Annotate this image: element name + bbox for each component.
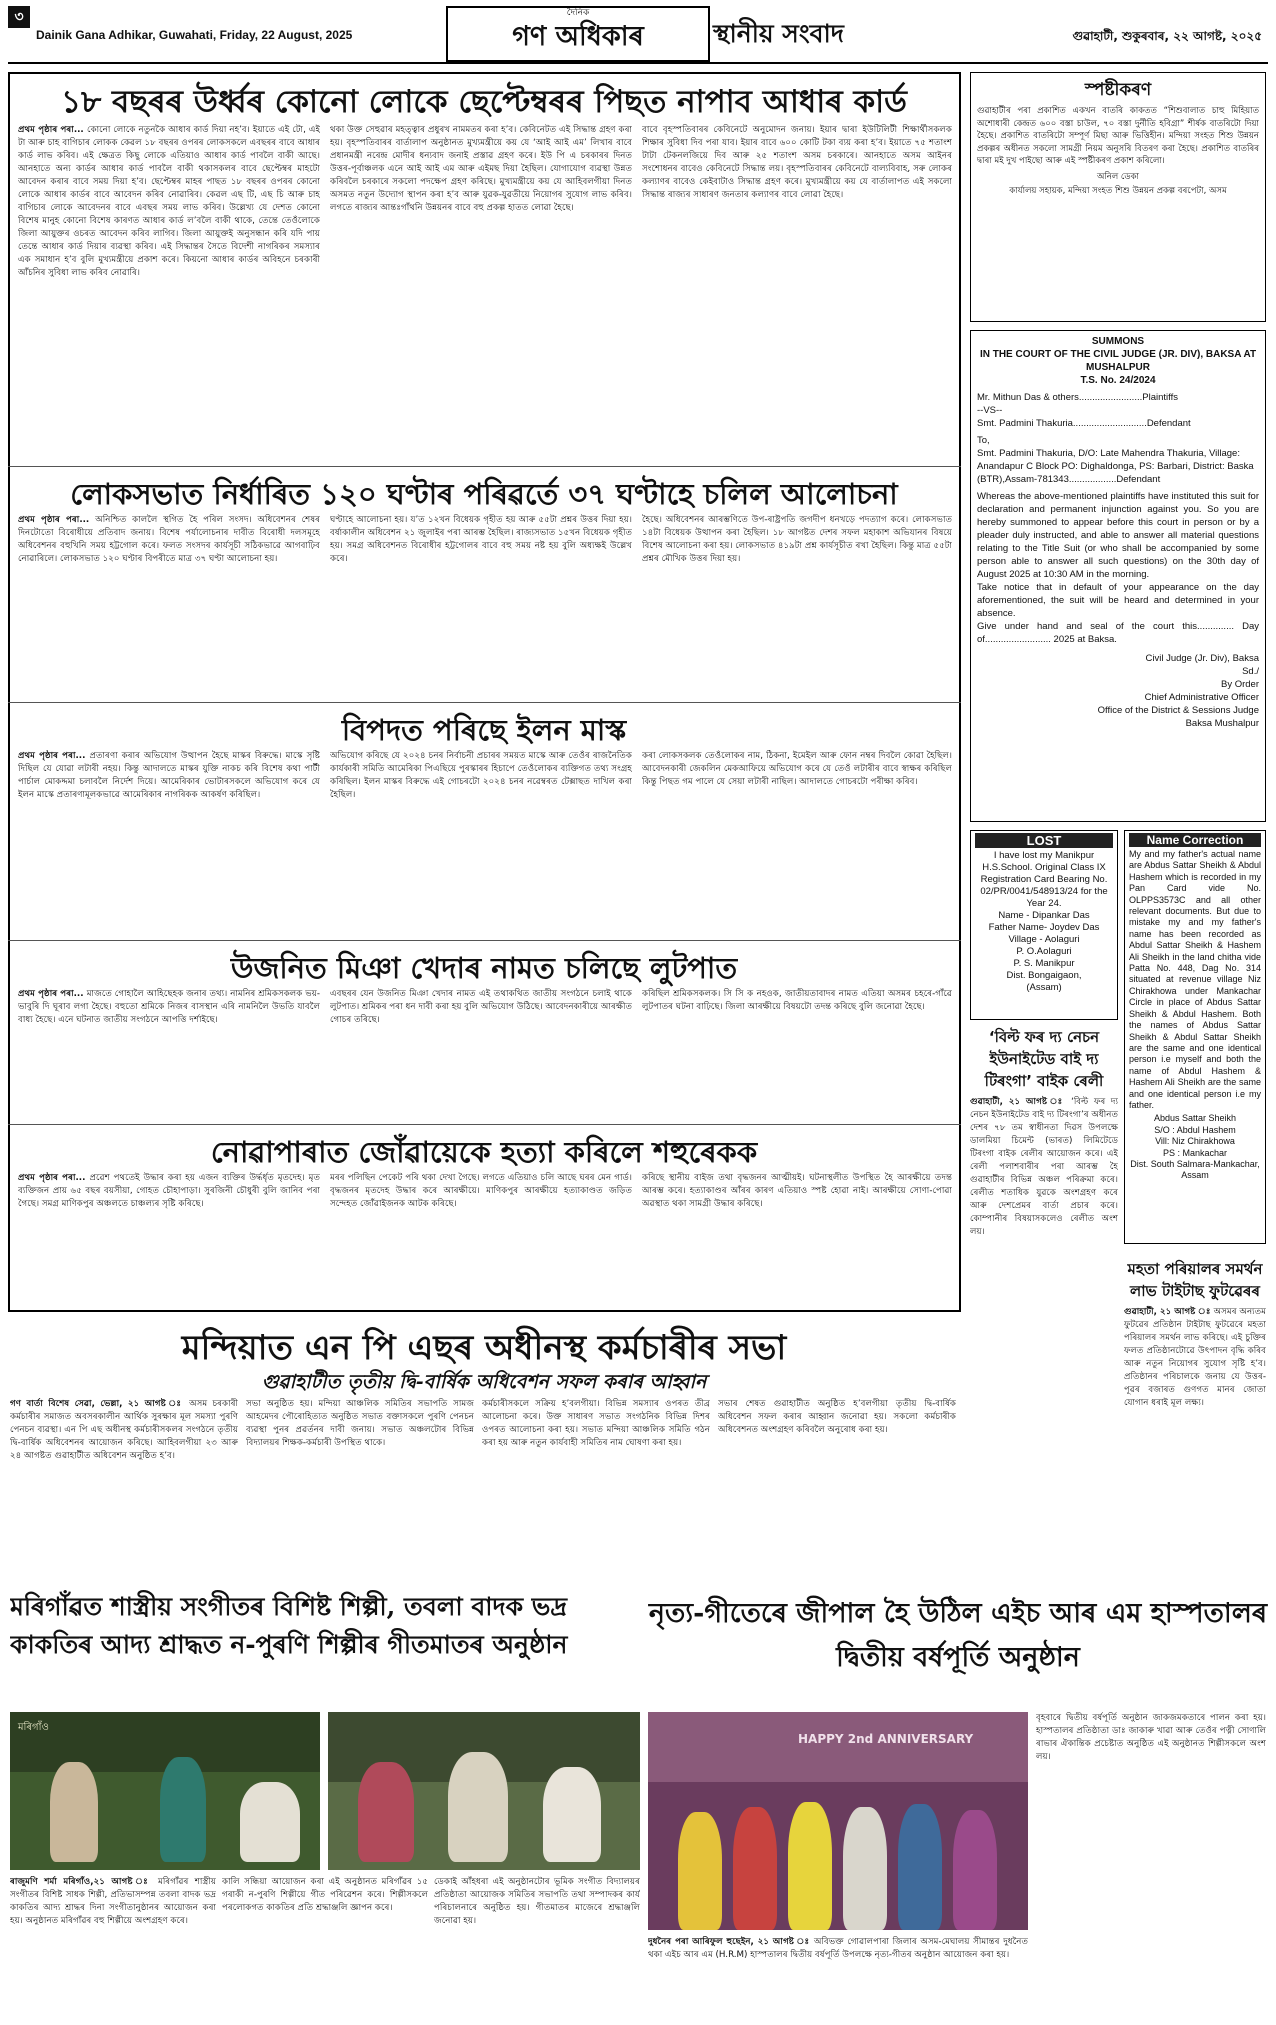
noapara-col-2: মৰৰ পলিছিন পেকেট পৰি থকা দেখা গৈছে। লগতে এতিয়াও চলি আছে ঘৰৰ মেন গাৰ্ড। বৃদ্ধজনৰ মৃতদেহ উদ্ধাৰ কৰে আৰক্ষীয়ে। মাণিকপুৰ আৰক্ষীয়ে হত্যাকাণ্ডত জড়িত সন্দেহত জোঁৱাইজনক আটক কৰিছে। [330, 1173, 632, 1209]
music-col-3: ডেকাই আঁহধৰা এই অনুষ্ঠানটোৰ ভূমিক সংগীত বিদ্যালয়ৰ প্ৰতিষ্ঠাতা আয়োজক সমিতিৰ সভাপতি তথা সম্পাদকৰ কাৰ্য পৰিচালনাৰে অনুষ্ঠিত হয়। গীতমাতৰ মাজেৰে শ্ৰদ্ধাঞ্জলি জনোৱা হয়। [434, 1877, 640, 1926]
musk-col-2: অভিযোগ কৰিছে যে ২০২৪ চনৰ নিৰ্বাচনী প্ৰচাৰৰ সময়ত মাস্কে আৰু তেওঁৰ ৰাজনৈতিক কাৰ্যকাৰী সমিতি আমেৰিকা পিএছিয়ে পুৰস্কাৰৰ হিচাপে তেওঁলোকৰ ব্যক্তিগত তথ্য সংগ্ৰহ কৰিছিল। ইলন মাস্কৰ বিৰুদ্ধে এই গোচৰটো ২০২৪ চনৰ নৱেম্বৰত টেক্সাছত দাখিল কৰা হৈছিল। [330, 751, 632, 800]
titus-body: অসমৰ অন্যতম ফুটৱেৰ প্ৰতিষ্ঠান টাইটাছ ফুটৱেৰে মহতা পৰিয়ালৰ সমৰ্থন লাভ কৰিছে। এই চুক্তিৰ ফলত প্ৰতিষ্ঠানটোৱে উৎপাদন বৃদ্ধি কৰিব আৰু নতুন নিয়োগৰ সুযোগ সৃষ্টি হ’ব। প্ৰতিষ্ঠানৰ পৰিচালকে জনায় যে উত্তৰ-পূৱৰ বজাৰত গুণগত মানৰ জোতা যোগান ধৰাই মূল লক্ষ্য। [1124, 1307, 1266, 1408]
summons-box [970, 330, 1266, 822]
clarification-designation: কাৰ্যালয় সহায়ক, মন্দিয়া সংহত শিশু উন্নয়ন প্ৰকল্প বৰপেটা, অসম [1009, 185, 1227, 196]
lost-title: LOST [975, 833, 1113, 848]
clarification-title: স্পষ্টীকৰণ [1084, 80, 1152, 100]
loksabha-col-2: ঘণ্টাহে আলোচনা হয়। য’ত ১২খন বিধেয়ক গৃহীত হয় আৰু ৫৫টা প্ৰশ্নৰ উত্তৰ দিয়া হয়। বৰ্ষাকালীন অধিবেশন ২১ জুলাইৰ পৰা আৰম্ভ হৈছিল। ৰাজ্যসভাত ১৫খন বিধেয়ক গৃহীত হয়। সমগ্ৰ অধিবেশনত বিৰোধীৰ হট্টগোলৰ বাবে বহু সময় নষ্ট হয় বুলি অধ্যক্ষই উল্লেখ কৰে। [330, 515, 632, 564]
musk-col-1: প্ৰথম পৃষ্ঠাৰ পৰা... প্ৰতাৰণা কৰাৰ অভিযোগ উত্থাপন হৈছে মাস্কৰ বিৰুদ্ধে। মাস্কে সৃষ্টি দিছিল যে যোৱা লটাৰী নহয়। কিন্তু আদালতে মাস্কৰ যুক্তি নাকচ কৰি বিশেষ কথা পাৰ্টী পাৰ্চাল মোকদ্দমা চলাবলৈ নিৰ্দেশ দিয়ে। আমেৰিকাৰ ভোটাৰসকলে অভিযোগ কৰে যে ইলন মাস্কে প্ৰতাৰণামূলকভাৱে আমেৰিকাৰ নাগৰিকক আকৰ্ষণ কৰিছিল। [18, 751, 320, 800]
divider [8, 702, 961, 703]
aadhaar-col-1: প্ৰথম পৃষ্ঠাৰ পৰা... কোনো লোকে নতুনকৈ আধাৰ কাৰ্ড দিয়া নহ’ব। ইয়াতে এই টো, এই টা আৰু চাহ বাগিচাৰ লোকক কেৱল ১৮ বছৰৰ ওপৰৰ লোকসকলে এবছৰৰ বাবে আধাৰ কাৰ্ড লাভ কৰিব। এই ক্ষেত্ৰত কিছু লোকে এতিয়াও আধাৰ কাৰ্ড পাবলৈ বাকী আছে। আনহাতে অন্য কাৰ্ডৰ আধাৰ কাৰ্ড পাবলৈ বাকী থকাসকলৰ বাবে ছেপ্টেম্বৰ মাহটো আবেদন কৰাৰ বাবে সময় দিয়া হ’ব। ছেপ্টেম্বৰ মাহৰ পাছত ১৮ বছৰৰ ওপৰৰ কোনো লোকে আধাৰ কাৰ্ডৰ বাবে আবেদন কৰিব নোৱাৰিব। কেৱল এছ টি, এছ চি আৰু চাহ বাগিচাৰ লোকে আবেদনৰ বাবে এবছৰ সময় লাভ কৰিব। উল্লেখ্য যে দেশত কোনো বিশেষ মানুহ কোনো বিশেষ কাৰণত আধাৰ কাৰ্ড ল’বলৈ বাকী থাকে, তেন্তে তেওঁলোকে জিলা আয়ুক্তৰ ওচৰত আবেদন কৰিব লাগিব। জিলা আয়ুক্তই অনুসন্ধান কৰি যদি পায় তেন্তে আধাৰ কাৰ্ড দিয়াৰ ব্যৱস্থা কৰিব। এই সিদ্ধান্তৰ সৈতে বিদেশী নাগৰিকৰ সমস্যাৰ এক সমাধান হ’ব বুলি মুখ্যমন্ত্ৰীয়ে প্ৰকাশ কৰে। কিয়নো আধাৰ কাৰ্ডৰ অবিহনে চৰকাৰী আঁচনিৰ সুবিধা লাভ কৰিব নোৱাৰি। [18, 125, 320, 278]
ujoni-col-1: প্ৰথম পৃষ্ঠাৰ পৰা... মাজতে গোহালৈ আহিছেহক জনাৰ তথ্য। নামনিৰ শ্ৰমিকসকলক ভয়-ভাবুৰি দি ঘূৰাব লগা হৈছে। বহুতো শ্ৰমিকে নিজৰ বাসস্থান এৰি নামনিলৈ উভতি যাবলৈ বাধ্য হৈছে। এনে ঘটনাত জাতীয় সংগঠনে আপত্তি দৰ্শাইছে। [18, 989, 320, 1025]
headline-aadhaar: ১৮ বছৰৰ উৰ্ধ্বৰ কোনো লোকে ছেপ্টেম্বৰৰ পিছত নাপাব আধাৰ কাৰ্ড [61, 84, 907, 120]
titus-footwear-article [1124, 1258, 1266, 1586]
summons-sign: Civil Judge (Jr. Div), Baksa Sd./ By Order Chief Administrative Officer Office of the District & Sessions Judge Baksa Mushalpur [1097, 653, 1259, 729]
nps-col-2: সভা অনুষ্ঠিত হয়। মন্দিয়া আঞ্চলিক সমিতিৰ সভাপতি সামজ আহমেদৰ পৌৰোহিত্যত অনুষ্ঠিত সভাত বক্তাসকলে পুৰণি পেনচন ব্যৱস্থা পুনৰ প্ৰৱৰ্তনৰ দাবী জনায়। সভাত অঞ্চলটোৰ বিভিন্ন বিদ্যালয়ৰ শিক্ষক-কৰ্মচাৰী উপস্থিত থাকে। [246, 1399, 474, 1448]
ujoni-col-3: কৰিছিল শ্ৰমিকসকলক। সি সি ক নহওক, জাতীয়তাবাদৰ নামত এতিয়া অসমৰ চহৰে-গাঁৱে লুটপাতৰ ঘটনা বাঢ়িছে। জিলা আৰক্ষীয়ে বিষয়টো তদন্ত কৰিছে বুলি জনোৱা হৈছে। [642, 989, 952, 1012]
photo-hospital-event [648, 1712, 1028, 1930]
divider [8, 1124, 961, 1125]
nps-col-1: গণ বাৰ্তা বিশেষ সেৱা, ভেল্লা, ২১ আগষ্ট ঃ অসম চৰকাৰী কৰ্মচাৰীৰ সমাজত অবসৰকালীন আৰ্থিক সুৰক্ষাৰ মূল সমস্যা পুৰণি পেনচন ব্যৱস্থা। এন পি এছ অধীনস্থ কৰ্মচাৰীসকলৰ সংগঠনে তৃতীয় দ্বি-বাৰ্ষিক অধিবেশনৰ আয়োজন কৰিছে। আহিবলগীয়া ২৩ আৰু ২৪ আগষ্টত গুৱাহাটীত অধিবেশন অনুষ্ঠিত হ’ব। [10, 1399, 238, 1461]
hospital-col-1: দুধনৈৰ পৰা আৰিফুল হুছেইন, ২১ আগষ্ট ঃ অবিভক্ত গোৱালপাৰা জিলাৰ অসম-মেঘালয় সীমান্তৰ দুধনৈত থকা এইচ আৰ এম (H.R.M) হাস্পতালৰ দ্বিতীয় বৰ্ষপূৰ্তি উপলক্ষে নৃত্য-গীতৰ অনুষ্ঠান আয়োজন কৰা হয়। [648, 1937, 1028, 1960]
page-number: ৩ [8, 6, 30, 28]
bike-rally-headline: ‘বিল্ট ফৰ দ্য নেচন ইউনাইটেড বাই দ্য টিৰংগা’ বাইক ৰেলী [984, 1028, 1104, 1090]
masthead [446, 6, 710, 62]
bike-rally-article [970, 1026, 1118, 1466]
loksabha-col-3: হৈছে। অধিবেশনৰ আৰম্ভণিতে উপ-ৰাষ্ট্ৰপতি জগদীপ ধনখড়ে পদত্যাগ কৰে। লোকসভাত ১৪টা বিধেয়ক উত্থাপন কৰা হৈছিল। ১৮ আগষ্টত দেশৰ সফল মহাকাশ অভিযানৰ বিষয়ে বিশেষ আলোচনা কৰা হয়। লোকসভাত ৪১৯টা প্ৰশ্ন কাৰ্যসূচীত ৰখা হৈছিল। কিন্তু মাত্ৰ ৫৫টা প্ৰশ্নৰ মৌখিক উত্তৰ দিয়া হয়। [642, 515, 952, 564]
titus-headline: মহতা পৰিয়ালৰ সমৰ্থন লাভ টাইটাছ ফুটৱেৰৰ [1127, 1260, 1263, 1300]
headline-noapara-murder: নোৱাপাৰাত জোঁৱায়েকে হত্যা কৰিলে শহুৰেকক [210, 1135, 758, 1169]
nps-col-4: সভাৰ শেষত গুৱাহাটীত অনুষ্ঠিত হ’বলগীয়া তৃতীয় দ্বি-বাৰ্ষিক অধিবেশন সফল কৰাৰ আহ্বান জনোৱা হয়। সকলো কৰ্মচাৰীক অধিবেশনত অংশগ্ৰহণ কৰিবলৈ অনুৰোধ কৰা হয়। [718, 1399, 956, 1435]
titus-lead: গুৱাহাটী, ২১ আগষ্ট ঃ [1124, 1307, 1214, 1317]
name-correction-sign: Abdus Sattar Sheikh S/O : Abdul Hashem Vill: Niz Chirakhowa PS : Mankachar Dist. South Salmara-Mankachar, Assam [1130, 1113, 1260, 1181]
bike-rally-lead: গুৱাহাটী, ২১ আগষ্ট ঃ [970, 1097, 1072, 1107]
summons-parties: Mr. Mithun Das & others........................Plaintiffs --VS-- Smt. Padmini Thakuria............................Defendant [977, 392, 1191, 429]
divider [8, 940, 961, 941]
name-correction-title: Name Correction [1129, 833, 1261, 847]
aadhaar-col-3: বাবে বৃহস্পতিবাৰৰ কেবিনেটে অনুমোদন জনায়। ইয়াৰ দ্বাৰা ইউটিলিটী শিক্ষাৰ্থীসকলক শিক্ষাৰ সুবিধা দিব পৰা যাব। ইয়াৰ বাবে ৬০০ কোটি টকা ব্যয় কৰা হ’ব। ইয়াতে ৭৫ শতাংশ টাটা টেকনলজিয়ে দিব আৰু ২৫ শতাংশ অসম চৰকাৰে। আনহাতে অসম আইনৰ সংশোধনৰ বাবেও কেবিনেটে সিদ্ধান্ত লয়। বৃহস্পতিবাৰৰ কেবিনেটে বাল্যবিবাহ, সৰু লোকৰ কল্যাণৰ বাবেও কেইবাটাও সিদ্ধান্ত গ্ৰহণ কৰে। মুখ্যমন্ত্ৰীয়ে কয় যে বাৰ্তালাপত এই সকলো সিদ্ধান্ত ৰাজ্যৰ সাধাৰণ জনতাৰ কল্যাণৰ বাবে লোৱা হৈছে। [642, 125, 952, 200]
photo-music-event-2 [328, 1712, 640, 1870]
noapara-col-3: কৰিছে স্থানীয় বাইজ তথা বৃদ্ধজনৰ আত্মীয়ই। ঘটনাস্থলীত উপস্থিত হৈ আৰক্ষীয়ে তদন্ত আৰম্ভ কৰে। হত্যাকাণ্ডৰ আঁৰৰ কাৰণ এতিয়াও স্পষ্ট হোৱা নাই। আৰক্ষীয়ে সোণা-পোৱা অৱস্থাত থকা সামগ্ৰী উদ্ধাৰ কৰিছে। [642, 1173, 952, 1209]
ujoni-col-2: এবছৰৰ যেন উজনিত মিঞা খেদাৰ নামত এই তথাকথিত জাতীয় সংগঠনে চলাই থাকে লুটপাত। শ্ৰমিকৰ পৰা ধন দাবী কৰা হয় বুলি অভিযোগ উঠিছে। আবেদনকাৰীয়ে আৰক্ষীত গোচৰ তৰিছে। [330, 989, 632, 1025]
name-correction-body: My and my father's actual name are Abdus Sattar Sheikh & Abdul Hashem which is recorded in my Pan Card vide No. OLPPS3573C and all other relevant documents. But due to mistake my and my father's name has been recorded as Abdul Sattar Sheikh & Hashem Ali Sheikh in the land chitha vide Patta No. 448, Dag No. 314 situated at revenue village Niz Chirakhowa under Mankachar Circle in place of Abdus Sattar Sheikh & Abdul Hashem. Both the names of Abdus Sattar Sheikh & Abdul Sattar Sheikh are the same and one identical person i.e myself and both the name of Abdul Hashem & Hashem Ali Sheikh are the same and one identical person i.e my father. [1129, 849, 1261, 1110]
masthead-title: গণ অধিকাৰ [512, 21, 644, 52]
section-title: স্থানীয় সংবাদ [713, 19, 844, 48]
summons-body: Whereas the above-mentioned plaintiffs have instituted this suit for declaration and permanent injunction against you. So you are hereby summoned to appear before this court in person or by a pleader duly instructed, and able to answer all material questions relating to the Title Suit (or who shall be accompanied by some person able to answer all such questions) on the 30th day of August 2025 at 10:30 AM in the morning. Take notice that in default of your appearance on the day aforementioned, the suit will be heard and determined in your absence. Give under hand and seal of the court this.............. Day of......................... 2025 at Baksa. [977, 491, 1259, 645]
lost-body: I have lost my Manikpur H.S.School. Original Class IX Registration Card Bearing No. 02/PR/0041/548913/24 for the Year 24. Name - Dipankar Das Father Name- Joydev Das Village - Aolaguri P. O.Aolaguri P. S. Manikpur Dist. Bongaigaon, (Assam) [980, 850, 1108, 993]
headline-elon-musk: বিপদত পৰিছে ইলন মাস্ক [341, 713, 627, 747]
noapara-col-1: প্ৰথম পৃষ্ঠাৰ পৰা... প্ৰৱেশ পথতেই উদ্ধাৰ কৰা হয় এজন ব্যক্তিৰ উৰ্দ্ধৰ্ধৃত মৃতদেহ। মৃত ব্যক্তিজন প্ৰায় ৬৫ বছৰ বয়সীয়া, গোহত চৌহাপাড়া। সুৰজিনী চৌধুৰী বুলি জানিব পৰা গৈছে। সমগ্ৰ মাণিকপুৰ অঞ্চলতে চাঞ্চল্যৰ সৃষ্টি কৰিছে। [18, 1173, 320, 1209]
header-dateline-english: Dainik Gana Adhikar, Guwahati, Friday, 22 August, 2025 [36, 28, 353, 42]
headline-morigaon-music: মৰিগাঁৱত শাস্ত্ৰীয় সংগীতৰ বিশিষ্ট শিল্পী, তবলা বাদক ভদ্ৰ কাকতিৰ আদ্য শ্ৰাদ্ধত ন-পুৰণি শিল্পীৰ গীতমাতৰ অনুষ্ঠান [10, 1592, 568, 1659]
clarification-signature: অনিল ডেকা [1096, 171, 1140, 182]
summons-addressee: To, Smt. Padmini Thakuria, D/O: Late Mahendra Thakuria, Village: Anandapur C Block PO: Dighaldonga, PS: Barbari, District: Baska (BTR),Assam-781343..................Defendant [977, 435, 1254, 485]
summons-title: SUMMONS IN THE COURT OF THE CIVIL JUDGE (JR. DIV), BAKSA AT MUSHALPUR T.S. No. 24/2024 [979, 336, 1257, 386]
bike-rally-body: ‘বিল্ট ফৰ দ্য নেচন ইউনাইটেড বাই দ্য টিৰংগা’ৰ অধীনত দেশৰ ৭৮ তম স্বাধীনতা দিৱস উপলক্ষে ডালমিয়া চিমেন্ট (ভাৰত) লিমিটেডে টিৰংগা বাইক ৰেলীৰ আয়োজন কৰে। এই ৰেলী পলাশবাৰীৰ পৰা আৰম্ভ হৈ গুৱাহাটীৰ বিভিন্ন অঞ্চল পৰিক্ৰমা কৰে। ৰেলীত শতাধিক যুৱকে অংশগ্ৰহণ কৰে আৰু দেশপ্ৰেমৰ বাৰ্তা প্ৰচাৰ কৰে। কোম্পানীৰ বিষয়াসকলেও ৰেলীত অংশ লয়। [970, 1097, 1118, 1237]
nps-col-3: কৰ্মচাৰীসকলে সক্ৰিয় হ’বলগীয়া। বিভিন্ন সমস্যাৰ ওপৰত তীব্ৰ আলোচনা কৰে। উক্ত সাধাৰণ সভাত সংগঠনিক বিভিন্ন দিশৰ ওপৰত আলোচনা কৰা হয়। সভাত মন্দিয়া আঞ্চলিক সমিতি গঠন কৰা হয় আৰু নতুন কাৰ্যবাহী সমিতিৰ নাম ঘোষণা কৰা হয়। [482, 1399, 710, 1448]
musk-col-3: কৰা লোকসকলক তেওঁলোকৰ নাম, ঠিকনা, ইমেইল আৰু ফোন নম্বৰ দিবলৈ কোৱা হৈছিল। আবেদনকাৰী জেকলিন মেকআফিয়ে অভিযোগ কৰে যে তেওঁ লটাৰীৰ বাবে স্বাক্ষৰ কৰিছিল কিন্তু পিছত গম পালে যে সেয়া লটাৰী নাছিল। আদালতে গোচৰটো পৰীক্ষা কৰিব। [642, 751, 952, 787]
divider [8, 466, 961, 467]
page-header [8, 6, 1268, 64]
photo-music-event-1 [10, 1712, 320, 1870]
clarification-box [970, 72, 1266, 322]
music-banner: মৰিগাঁও [18, 1722, 49, 1733]
headline-hrm-hospital: নৃত্য-গীতেৰে জীপাল হৈ উঠিল এইচ আৰ এম হাস্পতালৰ দ্বিতীয় বৰ্ষপূৰ্তি অনুষ্ঠান [648, 1598, 1268, 1673]
masthead-prefix: দৈনিক [566, 8, 590, 18]
loksabha-col-1: প্ৰথম পৃষ্ঠাৰ পৰা... অনিশ্চিত কাললৈ স্থগিত হৈ পৰিল সংসদ। অধিবেশনৰ শেষৰ দিনটোতো বিৰোধীয়ে প্ৰতিবাদ জনায়। বিশেষ পৰ্যালোচনাৰ দাবীত বিৰোধী দলসমূহে অধিবেশনৰ বহুখিনি সময় হট্টগোল কৰে। ফলত সংসদৰ কাৰ্যসূচী সঠিকভাৱে আগবাঢ়িব নোৱাৰিলে। লোকসভাত ১২০ ঘণ্টাৰ বিপৰীতে মাত্ৰ ৩৭ ঘণ্টা আলোচনা হয়। [18, 515, 320, 564]
lost-notice [970, 830, 1118, 1020]
headline-ujoni: উজনিত মিঞা খেদাৰ নামত চলিছে লুটপাত [230, 951, 738, 985]
subheadline-nps-meeting: গুৱাহাটীত তৃতীয় দ্বি-বাৰ্ষিক অধিবেশন সফল কৰাৰ আহ্বান [261, 1371, 707, 1393]
clarification-body: গুৱাহাটীৰ পৰা প্ৰকাশিত একখন বাতৰি কাকতত “শিশুবালাত চাহু মিহিয়াত অশোধাৰী কেন্দ্ৰত ৬০০ বস্তা চাউল, ৭০ বস্তা দুৰ্নীতি হবিগ্ৰা” শীৰ্ষক বাতৰিটো দিয়া হৈছে। প্ৰকাশিত বাতৰিটো সম্পূৰ্ণ মিছা আৰু ভিত্তিহীন। মন্দিয়া সংহত শিশু উন্নয়ন প্ৰকল্পৰ অধীনত সকলো সামগ্ৰী নিয়ম অনুসৰি বিতৰণ কৰা হৈছে। প্ৰকাশিত বাতৰিৰ দ্বাৰা মই দুখ পাইছো আৰু এই স্পষ্টীকৰণ প্ৰকাশ কৰিলো। [977, 106, 1259, 166]
music-col-1: ৰাজুমণি শৰ্মা মৰিগাঁও,২১ আগষ্ট ঃ মৰিগাঁৱৰ শাস্ত্ৰীয় সংগীতৰ বিশিষ্ট সাধক শিল্পী, প্ৰতিভাসম্পন্ন তবলা বাদক ভদ্ৰ কাকতিৰ আদ্য শ্ৰাদ্ধৰ দিনা সংগীতানুষ্ঠানৰ আয়োজন কৰা হয়। অনুষ্ঠানত মৰিগাঁৱৰ বহু শিল্পীয়ে অংশগ্ৰহণ কৰে। [10, 1877, 216, 1926]
music-col-2: কালি সন্ধিয়া আয়োজন কৰা এই অনুষ্ঠানত মৰিগাঁৱৰ ১৫ গৰাকী ন-পুৰণি শিল্পীয়ে গীত পৰিৱেশন কৰে। শিল্পীসকলে পৰলোকগত কাকতিৰ প্ৰতি শ্ৰদ্ধাঞ্জলি জ্ঞাপন কৰে। [222, 1877, 428, 1913]
headline-lok-sabha: লোকসভাত নিৰ্ধাৰিত ১২০ ঘণ্টাৰ পৰিৱৰ্তে ৩৭ ঘণ্টাহে চলিল আলোচনা [70, 477, 898, 511]
header-dateline-assamese: গুৱাহাটী, শুকুৰবাৰ, ২২ আগষ্ট, ২০২৫ [1072, 29, 1262, 43]
name-correction-notice [1124, 830, 1266, 1244]
aadhaar-col-2: থকা উক্ত সেহুৱাৰ মহত্ত্বাৰ প্ৰধুৰখ নামমতৰ কৰা হ’ব। কেবিনেটত এই সিদ্ধান্ত গ্ৰহণ কৰা হয়। বৃহস্পতিবাৰৰ বাৰ্তালাপ অনুষ্ঠানত মুখ্যমন্ত্ৰীয়ে কয় যে ‘আই আই এম’ লিখাৰ বাবে প্ৰধানমন্ত্ৰী নৰেন্দ্ৰ মোদীৰ ধন্যবাদ জনাই প্ৰস্তাৱ গ্ৰহণ কৰে। ইউ পি এ চৰকাৰৰ দিনত উত্তৰ-পূৰ্বাঞ্চলক এনে আই আই এম আৰু এইমছ দিয়া হৈছিল। যোগাযোগ ব্যৱস্থা উন্নত কৰিবলৈ চৰকাৰে সকলো পদক্ষেপ গ্ৰহণ কৰিছে। মুখ্যমন্ত্ৰীয়ে কয় যে আহিবলগীয়া দিনত অসমত নতুন উদ্যোগ স্থাপন কৰা হ’ব আৰু যুৱক-যুৱতীয়ে নিয়োগৰ সুযোগ লাভ কৰিব। লগতে ৰাজ্যৰ আন্তঃগাঁথনি উন্নয়নৰ বাবে বহু প্ৰকল্প হাতত লোৱা হৈছে। [330, 125, 632, 213]
headline-nps-meeting: মন্দিয়াত এন পি এছৰ অধীনস্থ কৰ্মচাৰীৰ সভা [181, 1328, 787, 1368]
anniversary-banner: HAPPY 2nd ANNIVERSARY [798, 1732, 974, 1746]
hospital-col-2: বৃহবাৰে দ্বিতীয় বৰ্ষপূৰ্তি অনুষ্ঠান জাকজমকতাৰে পালন কৰা হয়। হাস্পতালৰ প্ৰতিষ্ঠাতা ডাঃ জাকাৰু খাৱা আৰু তেওঁৰ পত্নী সোণালি ৰাভাৰ ঐকান্তিক প্ৰচেষ্টাত অনুষ্ঠিত এই অনুষ্ঠানত শিল্পীসকলে অংশ লয়। [1036, 1713, 1266, 1762]
